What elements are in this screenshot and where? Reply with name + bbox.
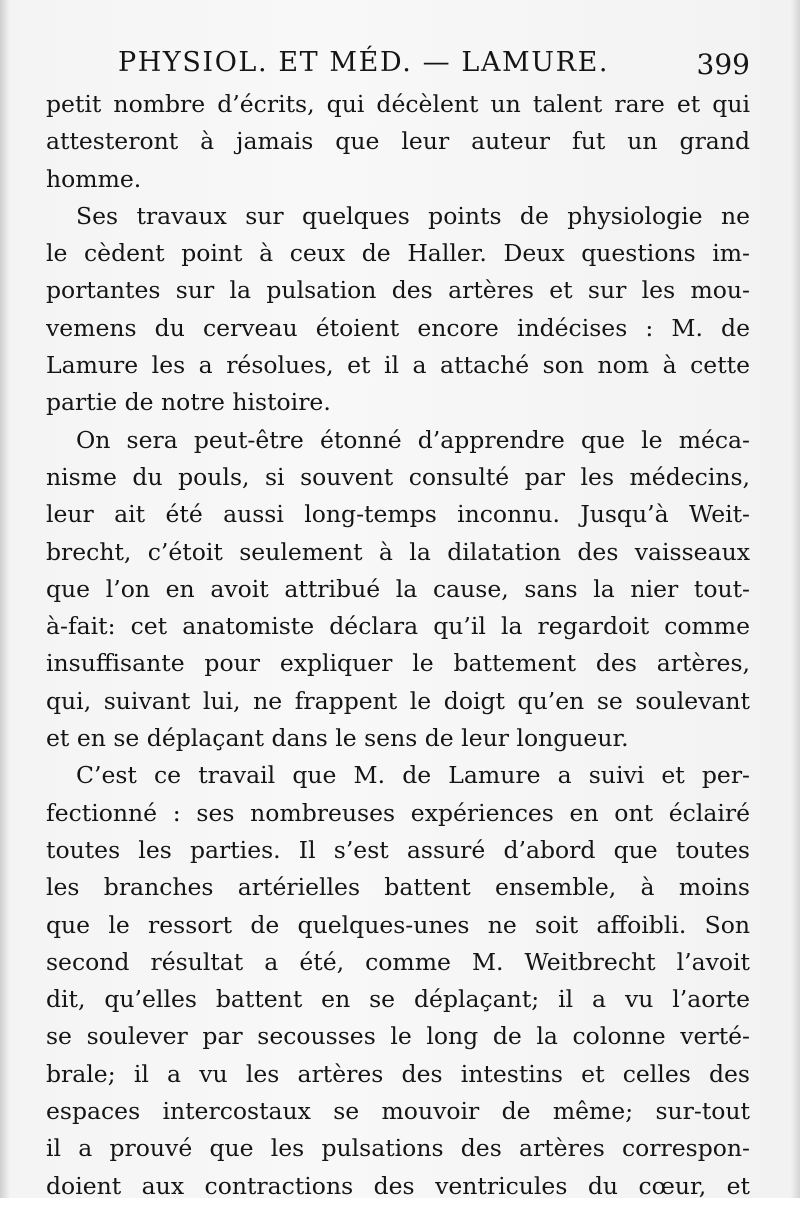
text-line: toutes les parties. Il s’est assuré d’abord que toutes bbox=[46, 835, 750, 864]
text-line: On sera peut-être étonné d’apprendre que le méca- bbox=[76, 425, 750, 454]
text-line: le cèdent point à ceux de Haller. Deux questions im- bbox=[46, 239, 750, 268]
text-line: vemens du cerveau étoient encore indécises : M. de bbox=[46, 313, 750, 342]
running-head: PHYSIOL. ET MÉD. — LAMURE. bbox=[118, 47, 610, 78]
paragraph-2 bbox=[46, 198, 750, 422]
paragraph-3 bbox=[46, 422, 750, 758]
text-line: partie de notre histoire. bbox=[46, 388, 331, 417]
text-line: que le ressort de quelques-unes ne soit affoibli. Son bbox=[46, 910, 750, 939]
text-line: portantes sur la pulsation des artères et sur les mou- bbox=[46, 276, 750, 305]
text-line: C’est ce travail que M. de Lamure a suivi et per- bbox=[76, 761, 750, 790]
page-edge-right bbox=[790, 0, 800, 1198]
text-line: Ses travaux sur quelques points de physiologie ne bbox=[76, 201, 750, 230]
text-line: espaces intercostaux se mouvoir de même; sur-tout bbox=[46, 1097, 750, 1126]
text-line: qui, suivant lui, ne frappent le doigt qu’en se soulevant bbox=[46, 686, 750, 715]
text-line: à-fait: cet anatomiste déclara qu’il la regardoit comme bbox=[46, 612, 750, 641]
paragraph-1 bbox=[46, 86, 750, 198]
text-line: brale; il a vu les artères des intestins et celles des bbox=[46, 1059, 750, 1088]
text-line: que l’on en avoit attribué la cause, sans la nier tout- bbox=[46, 574, 750, 603]
text-line: dit, qu’elles battent en se déplaçant; il a vu l’aorte bbox=[46, 985, 750, 1014]
text-line: homme. bbox=[46, 164, 142, 193]
text-line: leur ait été aussi long-temps inconnu. Jusqu’à Weit- bbox=[46, 500, 750, 529]
text-line: Lamure les a résolues, et il a attaché son nom à cette bbox=[46, 351, 750, 380]
text-line: les branches artérielles battent ensemble, à moins bbox=[46, 873, 750, 902]
text-line: doient aux contractions des ventricules du cœur, et bbox=[46, 1171, 750, 1200]
text-line: se soulever par secousses le long de la colonne verté- bbox=[46, 1022, 750, 1051]
page-number: 399 bbox=[696, 48, 750, 81]
page-edge-left bbox=[0, 0, 10, 1198]
text-line: attesteront à jamais que leur auteur fut un grand bbox=[46, 127, 750, 156]
text-line: fectionné : ses nombreuses expériences en ont éclairé bbox=[46, 798, 750, 827]
text-line: brecht, c’étoit seulement à la dilatation des vaisseaux bbox=[46, 537, 750, 566]
page-text bbox=[46, 40, 750, 1205]
paragraph-4 bbox=[46, 757, 750, 1205]
text-line: insuffisante pour expliquer le battement des artères, bbox=[46, 649, 750, 678]
page-header bbox=[46, 40, 750, 86]
text-line: et en se déplaçant dans le sens de leur longueur. bbox=[46, 724, 629, 753]
text-line: nisme du pouls, si souvent consulté par les médecins, bbox=[46, 462, 750, 491]
text-line: petit nombre d’écrits, qui décèlent un talent rare et qui bbox=[46, 90, 750, 118]
text-line: second résultat a été, comme M. Weitbrecht l’avoit bbox=[46, 947, 750, 976]
text-line: il a prouvé que les pulsations des artères correspon- bbox=[46, 1134, 750, 1163]
